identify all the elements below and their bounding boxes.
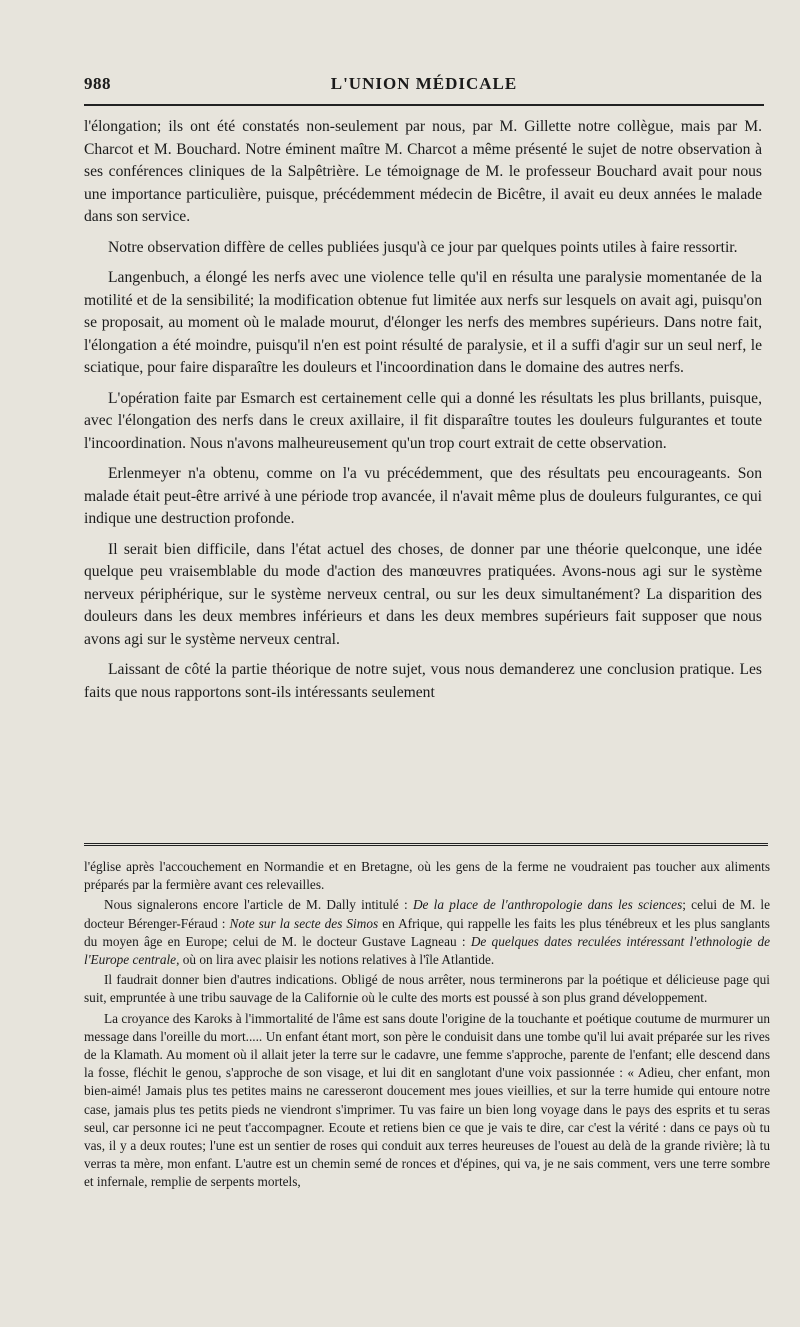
footnotes [84,858,770,1194]
footnote-paragraph: La croyance des Karoks à l'immortalité de l'âme est sans doute l'origine de la touchante et poétique coutume de murmurer un message dans l'oreille du mort..... Un enfant étant mort, son père le conduisit dans une tombe qu'il lui avait préparée sur les rives de la Klamath. Au moment où il allait jeter la terre sur le cadavre, une femme s'approche, parente de l'enfant; elle descend dans la fosse, fléchit le genou, s'approche de son visage, et lui dit en sanglotant d'une voix passionnée : « Adieu, cher enfant, mon bien-aimé! Jamais plus tes petites mains ne caresseront doucement mes joues vieillies, et sur la terre humide qui entoure notre case, jamais plus tes petits pieds ne viendront s'imprimer. Tu vas faire un bien long voyage dans le pays des esprits et tu seras seul, car personne ici ne peut t'accompagner. Ecoute et retiens bien ce que je vais te dire, car c'est la vérité : dans ce pays où tu vas, il y a deux routes; l'une est un sentier de roses qui conduit aux terres heureuses de l'ouest au delà de la grande rivière; là tu verras ta mère, mon enfant. L'autre est un chemin semé de ronces et d'épines, qui va, je ne sais comment, vers une terre sombre et infernale, remplie de serpents mortels, [84,1010,770,1190]
page-header [84,0,764,93]
paragraph: Il serait bien difficile, dans l'état actuel des choses, de donner par une théorie quelconque, une idée quelque peu vraisemblable du mode d'action des manœuvres pratiquées. Avons-nous agi sur le système nerveux périphérique, sur le système nerveux central, ou sur les deux simultanément? La disparition des douleurs dans les deux membres inférieurs et dans les deux membres supérieurs fait supposer que nous avons agi sur le système nerveux central. [84,540,762,648]
paragraph: Langenbuch, a élongé les nerfs avec une violence telle qu'il en résulta une paralysie momentanée de la motilité et de la sensibilité; la modification obtenue fut limitée aux nerfs sur lesquels on avait agi, puisqu'on se proposait, au moment où le malade mourut, d'élonger les nerfs des membres supérieurs. Dans notre fait, l'élongation a été moindre, puisqu'il n'en est point résulté de paralysie, et il a suffi d'agir sur un seul nerf, le sciatique, pour faire disparaître les douleurs et l'incoordination dans le domaine des autres nerfs. [84,269,762,376]
paragraph: l'élongation; ils ont été constatés non-seulement par nous, par M. Gillette notre collègue, mais par M. Charcot et M. Bouchard. Notre éminent maître M. Charcot a même présenté le sujet de notre observation à ses conférences cliniques de la Salpêtrière. Le témoignage de M. le professeur Bouchard avait pour nous une importance particulière, puisque, précédemment médecin de Bicêtre, il avait eu deux années le malade dans son service. [84,118,762,225]
footnote-text: , où on lira avec plaisir les notions relatives à l'île Atlantide. [176,952,495,968]
footnote-text: en Afrique, qui rappelle les faits les plus ténébreux et les plus sanglants du moyen âge en Europe; celui de M. le docteur Gustave Lagneau : [84,915,770,949]
article-title: De quelques dates reculées intéressant l'ethnologie de l'Europe centrale [84,933,771,968]
header-rule [84,104,764,106]
paragraph: Laissant de côté la partie théorique de notre sujet, vous nous demanderez une conclusion pratique. Les faits que nous rapportons sont-ils intéressants seulement [84,661,762,701]
footnote-rule [84,843,768,846]
paragraph: Erlenmeyer n'a obtenu, comme on l'a vu précédemment, que des résultats peu encourageants. Son malade était peut-être arrivé à une période trop avancée, il n'avait même plus de douleurs fulgurantes, ce qui indique une destruction profonde. [84,465,762,527]
footnote-paragraph: l'église après l'accouchement en Normandie et en Bretagne, où les gens de la ferme ne voudraient pas toucher aux aliments préparés par la fermière avant ces relevailles. [84,859,770,893]
article-title: Note sur la secte des Simos [229,915,379,931]
article-title: De la place de l'anthropologie dans les sciences [412,897,683,913]
paragraph: L'opération faite par Esmarch est certainement celle qui a donné les résultats les plus brillants, puisque, avec l'élongation des nerfs dans le creux axillaire, il fit disparaître toutes les douleurs fulgurantes et toute l'incoordination. Nous n'avons malheureusement qu'un trop court extrait de cette observation. [84,389,762,452]
footnote-paragraph: Il faudrait donner bien d'autres indications. Obligé de nous arrêter, nous terminerons par la poétique et délicieuse page qui suit, empruntée à une tribu sauvage de la Californie où le culte des morts est poussé à son plus grand développement. [84,972,770,1006]
footnote-text: ; celui de M. le docteur Bérenger-Féraud : [84,897,770,931]
main-text [84,116,762,712]
footnote-text: Nous signalerons encore l'article de M. Dally intitulé : [104,897,413,913]
running-title: L'UNION MÉDICALE [330,74,518,93]
paragraph: Notre observation diffère de celles publiées jusqu'à ce jour par quelques points utiles à faire ressortir. [108,238,738,256]
page-number: 988 [84,74,111,93]
footnote-paragraph [84,896,770,969]
